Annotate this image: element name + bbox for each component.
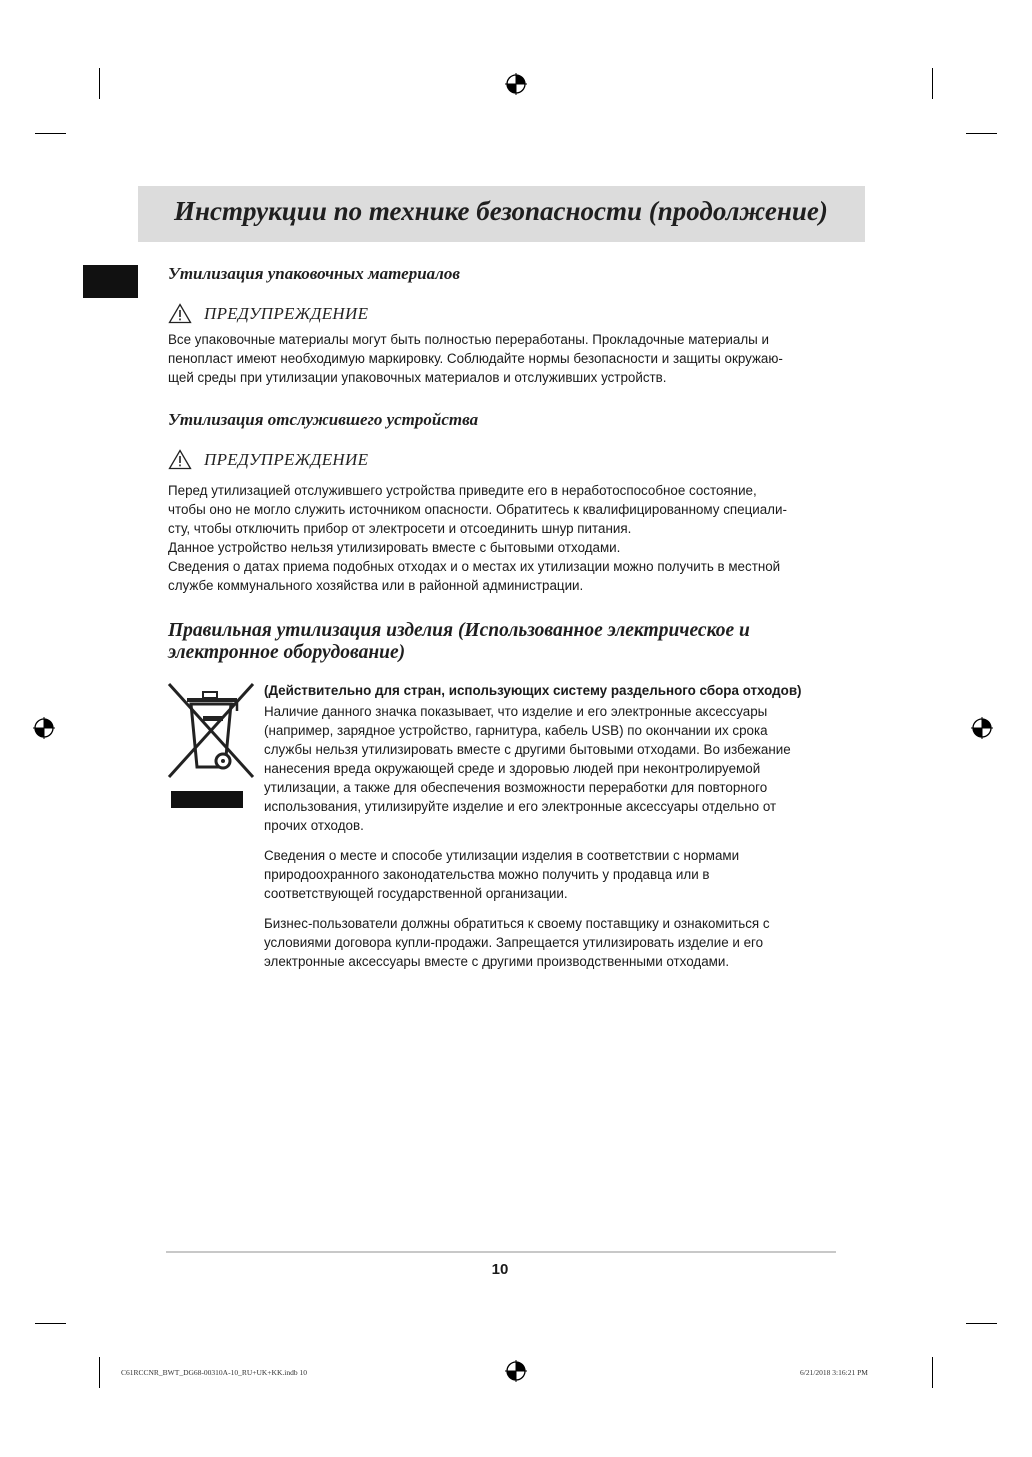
print-slug-right: 6/21/2018 3:16:21 PM [800,1368,868,1377]
crop-mark [99,1357,100,1388]
warning-row [168,303,368,324]
section-title-line: электронное оборудование) [168,642,406,663]
crop-mark [932,1357,933,1388]
weee-text [264,681,844,982]
text-line: соответствующей государственной организации. [264,886,568,901]
text-line: прочих отходов. [264,818,364,833]
warning-label: ПРЕДУПРЕЖДЕНИЕ [204,449,369,469]
warning-label: ПРЕДУПРЕЖДЕНИЕ [204,303,369,323]
page-title: Инструкции по технике безопасности (продолжение) [174,196,828,226]
text-line: Сведения о месте и способе утилизации изделия в соответствии с нормами [264,848,740,863]
text-line: Наличие данного значка показывает, что изделие и его электронные аксессуары [264,704,768,719]
device-text [168,481,838,595]
warning-row [168,449,368,470]
crop-mark [966,133,997,134]
registration-mark-icon [505,1360,527,1382]
text-line: чтобы оно не могло служить источником опасности. Обратитесь к квалифицированному специали- [168,502,787,517]
weee-paragraph [264,914,844,971]
registration-mark-icon [505,73,527,95]
crop-mark [966,1323,997,1324]
weee-paragraph [264,846,844,903]
section-title-packaging: Утилизация упаковочных материалов [168,264,461,283]
text-line: нанесения вреда окружающей среде и здоровью людей при неконтролируемой [264,761,761,776]
text-line: Перед утилизацией отслужившего устройства приведите его в неработоспособное состояние, [168,483,757,498]
text-line: пенопласт имеют необходимую маркировку. Соблюдайте нормы безопасности и защиты окружаю- [168,351,783,366]
crop-mark [99,68,100,99]
section-title-device: Утилизация отслужившего устройства [168,410,479,429]
section-title-weee [168,620,828,664]
registration-mark-icon [33,717,55,739]
crop-mark [35,133,66,134]
text-line: условиями договора купли-продажи. Запрещается утилизировать изделие и его [264,935,764,950]
text-line: утилизации, а также для обеспечения возможности переработки для повторного [264,780,768,795]
weee-paragraph [264,702,844,835]
registration-mark-icon [971,717,993,739]
text-line: использования, утилизируйте изделие и его электронные аксессуары отдельно от [264,799,777,814]
text-line: Сведения о датах приема подобных отходах и о местах их утилизации можно получить в местной [168,559,781,574]
text-line: Все упаковочные материалы могут быть полностью переработаны. Прокладочные материалы и [168,332,770,347]
packaging-text [168,330,838,387]
section-title-line: Правильная утилизация изделия (Использованное электрическое и [168,620,750,641]
page-number: 10 [491,1261,509,1278]
text-line: электронные аксессуары вместе с другими производственными отходами. [264,954,730,969]
print-slug-left: C61RCCNR_BWT_DG68-00310A-10_RU+UK+KK.indb 10 [121,1368,307,1377]
text-line: сту, чтобы отключить прибор от электросети и отсоединить шнур питания. [168,521,632,536]
footer-divider [166,1251,836,1253]
text-line: щей среды при утилизации упаковочных материалов и отслуживших устройств. [168,370,667,385]
text-line: природоохранного законодательства можно получить у продавца или в [264,867,710,882]
crossed-out-wheelie-bin-icon [165,681,255,809]
crop-mark [35,1323,66,1324]
text-line: (например, зарядное устройство, гарнитура, кабель USB) по окончании их срока [264,723,768,738]
section-side-tab [83,265,138,298]
warning-triangle-icon [168,449,192,470]
page-title-band [138,186,865,242]
text-line: Бизнес-пользователи должны обратиться к своему поставщику и ознакомиться с [264,916,770,931]
crop-mark [932,68,933,99]
weee-heading: (Действительно для стран, использующих систему раздельного сбора отходов) [264,683,802,698]
text-line: службы нельзя утилизировать вместе с другими бытовыми отходами. Во избежание [264,742,791,757]
warning-triangle-icon [168,303,192,324]
text-line: Данное устройство нельзя утилизировать вместе с бытовыми отходами. [168,540,621,555]
text-line: службе коммунального хозяйства или в районной администрации. [168,578,584,593]
